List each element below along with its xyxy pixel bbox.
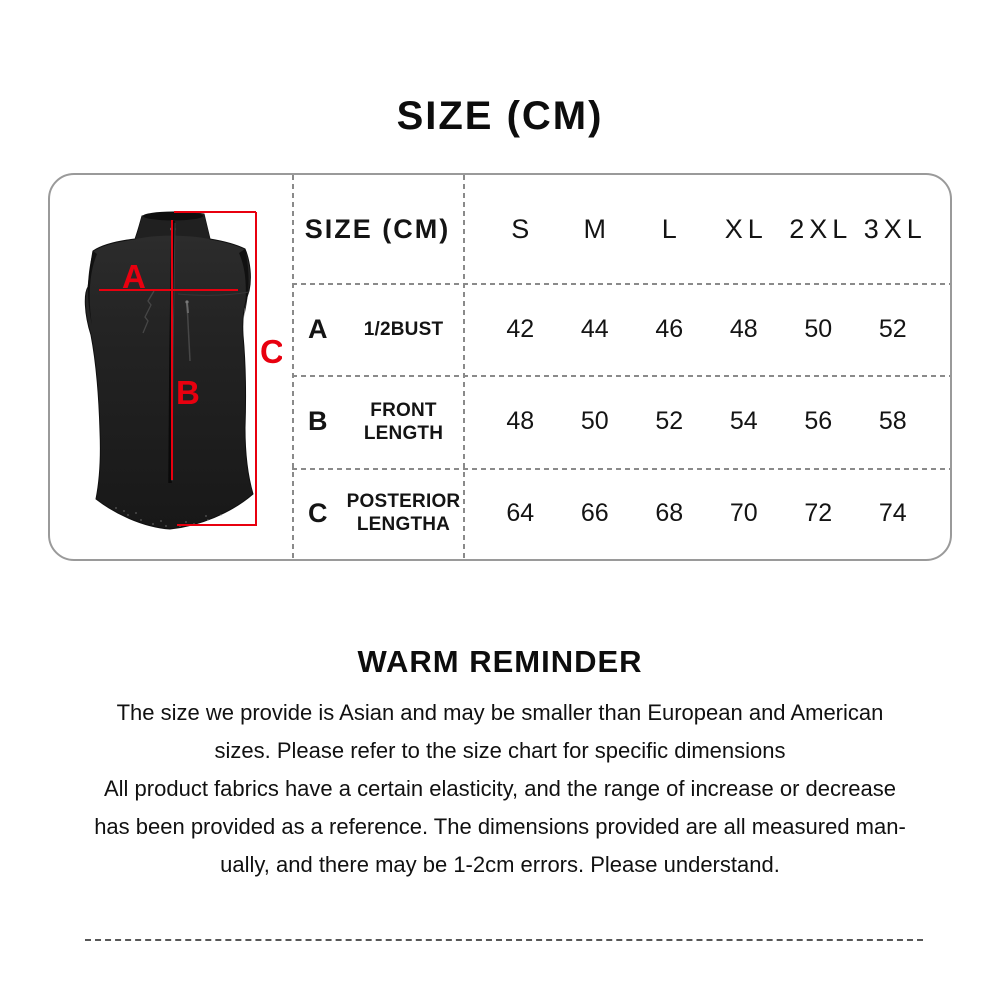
reminder-line: ually, and there may be 1-2cm errors. Please understand. bbox=[220, 852, 780, 877]
size-chart-panel bbox=[48, 173, 952, 561]
table-row-b-values bbox=[463, 375, 950, 468]
row-name: FRONT LENGTH bbox=[363, 399, 444, 444]
table-row-a-values bbox=[463, 283, 950, 375]
cell: 58 bbox=[878, 407, 907, 435]
label-c: C bbox=[260, 333, 282, 370]
reminder-line: has been provided as a reference. The dimensions provided are all measured man- bbox=[94, 814, 906, 839]
cell: 52 bbox=[655, 407, 684, 435]
size-col-m: M bbox=[583, 213, 611, 244]
cell: 72 bbox=[804, 498, 833, 527]
cell: 74 bbox=[878, 498, 907, 527]
table-header-sizes bbox=[463, 175, 950, 283]
reminder-line: All product fabrics have a certain elasticity, and the range of increase or decrease bbox=[103, 776, 897, 801]
row-name: 1/2BUST bbox=[363, 318, 444, 340]
cell: 56 bbox=[804, 407, 833, 435]
warm-reminder-heading: WARM REMINDER bbox=[357, 644, 643, 679]
vest-measurement-figure bbox=[56, 193, 282, 555]
bottom-dashed-divider bbox=[85, 939, 923, 941]
table-row-b-label bbox=[292, 375, 463, 468]
cell: 48 bbox=[506, 407, 535, 435]
label-b: B bbox=[176, 374, 200, 411]
cell: 68 bbox=[655, 498, 684, 527]
cell: 54 bbox=[729, 407, 758, 435]
row-letter: C bbox=[308, 497, 328, 528]
table-row-c-values bbox=[463, 468, 950, 558]
cell: 50 bbox=[804, 314, 833, 343]
table-row-a-label bbox=[292, 283, 463, 375]
reminder-line: sizes. Please refer to the size chart for specific dimensions bbox=[214, 738, 786, 763]
cell: 48 bbox=[729, 314, 758, 343]
size-col-3xl: 3XL bbox=[863, 213, 927, 244]
vest-image bbox=[56, 193, 282, 555]
row-name: POSTERIOR LENGTHA bbox=[346, 491, 461, 535]
row-letter: A bbox=[308, 313, 328, 344]
table-row-c-label bbox=[292, 468, 463, 558]
cell: 42 bbox=[506, 314, 535, 343]
pocket-zipper-pull-tab bbox=[187, 303, 188, 313]
cell: 50 bbox=[580, 407, 609, 435]
table-header-label: SIZE (CM) bbox=[304, 213, 451, 244]
cell: 52 bbox=[878, 314, 907, 343]
warm-reminder-text bbox=[50, 694, 950, 884]
cell: 46 bbox=[655, 314, 684, 343]
cell: 70 bbox=[729, 498, 758, 527]
size-col-xl: XL bbox=[724, 213, 768, 244]
size-col-l: L bbox=[661, 213, 682, 244]
cell: 44 bbox=[580, 314, 609, 343]
page-title: SIZE (CM) bbox=[396, 94, 604, 138]
row-letter: B bbox=[308, 406, 328, 436]
cell: 66 bbox=[580, 498, 609, 527]
size-col-2xl: 2XL bbox=[789, 213, 853, 244]
reminder-line: The size we provide is Asian and may be smaller than European and American bbox=[116, 700, 884, 725]
cell: 64 bbox=[506, 498, 535, 527]
size-col-s: S bbox=[511, 213, 535, 244]
label-a: A bbox=[122, 258, 146, 295]
